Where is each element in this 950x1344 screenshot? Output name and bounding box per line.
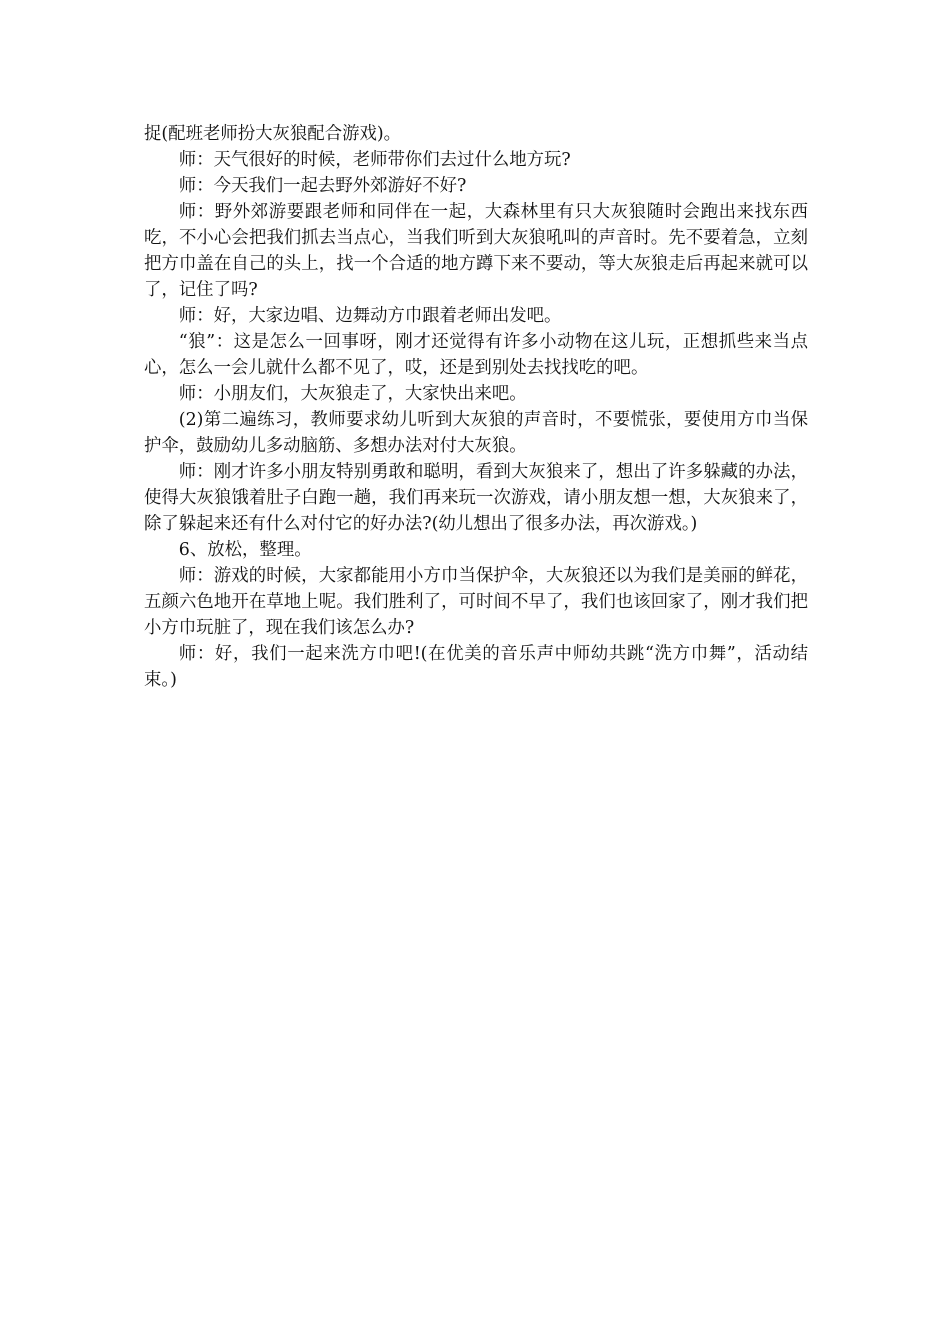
paragraph-teacher-rules: 师：野外郊游要跟老师和同伴在一起，大森林里有只大灰狼随时会跑出来找东西吃，不小心会把我们抓去当点心，当我们听到大灰狼吼叫的声音时。先不要着急，立刻把方巾盖在自己的头上，找一个合适的地方蹲下来不要动，等大灰狼走后再起来就可以了，记住了吗? xyxy=(144,202,808,300)
document-body xyxy=(144,121,808,693)
paragraph-teacher-depart: 师：好，大家边唱、边舞动方巾跟着老师出发吧。 xyxy=(178,306,562,326)
paragraph-teacher-ending: 师：好，我们一起来洗方巾吧!(在优美的音乐声中师幼共跳“洗方巾舞”，活动结束。) xyxy=(144,644,808,690)
paragraph-teacher-question-outing: 师：天气很好的时候，老师带你们去过什么地方玩? xyxy=(178,150,571,170)
paragraph-teacher-summary: 师：游戏的时候，大家都能用小方巾当保护伞，大灰狼还以为我们是美丽的鲜花，五颜六色地开在草地上呢。我们胜利了，可时间不早了，我们也该回家了，刚才我们把小方巾玩脏了，现在我们该怎么办? xyxy=(144,566,808,638)
paragraph-wolf-line: “狼”：这是怎么一回事呀，刚才还觉得有许多小动物在这儿玩，正想抓些来当点心，怎么一会儿就什么都不见了，哎，还是到别处去找找吃的吧。 xyxy=(144,332,808,378)
paragraph-second-practice: (2)第二遍练习，教师要求幼儿听到大灰狼的声音时，不要慌张，要使用方巾当保护伞，鼓励幼儿多动脑筋、多想办法对付大灰狼。 xyxy=(144,410,808,456)
paragraph-section-relax: 6、放松，整理。 xyxy=(178,540,312,560)
paragraph-teacher-invite: 师：今天我们一起去野外郊游好不好? xyxy=(178,176,467,196)
paragraph-continuation: 捉(配班老师扮大灰狼配合游戏)。 xyxy=(144,124,402,144)
paragraph-teacher-come-out: 师：小朋友们，大灰狼走了，大家快出来吧。 xyxy=(178,384,527,404)
paragraph-teacher-praise: 师：刚才许多小朋友特别勇敢和聪明，看到大灰狼来了，想出了许多躲藏的办法，使得大灰狼饿着肚子白跑一趟，我们再来玩一次游戏，请小朋友想一想，大灰狼来了，除了躲起来还有什么对付它的好办法?(幼儿想出了很多办法，再次游戏。) xyxy=(144,462,808,534)
